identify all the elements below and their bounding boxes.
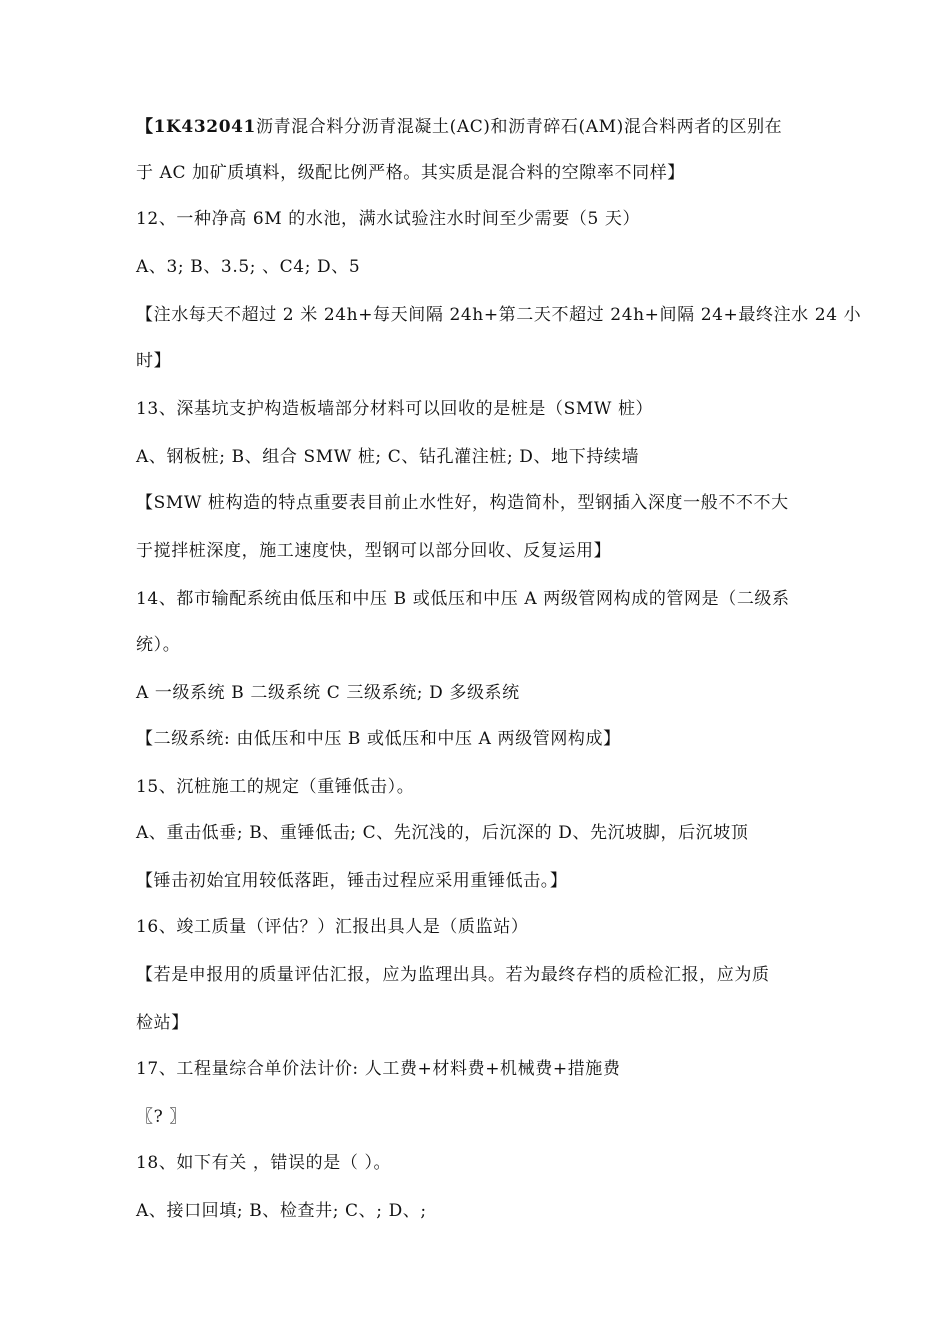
question-line: 12、一种净高 6M 的水池，满水试验注水时间至少需要（5 天） bbox=[136, 209, 641, 229]
explanation-line: 检站】 bbox=[136, 1013, 189, 1033]
code-prefix: 【1K432041 bbox=[136, 117, 256, 137]
text-line bbox=[136, 116, 846, 138]
question-line: 统）。 bbox=[136, 635, 181, 655]
question-line: 18、如下有关 ，错误的是（ ）。 bbox=[136, 1153, 392, 1173]
question-line: 13、深基坑支护构造板墙部分材料可以回收的是桩是（SMW 桩） bbox=[136, 399, 654, 419]
question-line: 14、都市输配系统由低压和中压 B 或低压和中压 A 两级管网构成的管网是（二级系 bbox=[136, 589, 790, 609]
options-line: A 一级系统 B 二级系统 C 三级系统; D 多级系统 bbox=[136, 683, 520, 703]
explanation-line: 于搅拌桩深度，施工速度快，型钢可以部分回收、反复运用】 bbox=[136, 541, 612, 561]
question-line: 16、竣工质量（评估？）汇报出具人是（质监站） bbox=[136, 917, 529, 937]
options-line: A、3; B、3.5; 、C4; D、5 bbox=[136, 257, 361, 277]
note-line: 〖? 〗 bbox=[136, 1107, 187, 1127]
question-line: 17、工程量综合单价法计价: 人工费+材料费+机械费+措施费 bbox=[136, 1059, 621, 1079]
line-text: 沥青混合料分沥青混凝土(AC)和沥青碎石(AM)混合料两者的区别在 bbox=[255, 117, 783, 137]
explanation-line: 【二级系统: 由低压和中压 B 或低压和中压 A 两级管网构成】 bbox=[136, 729, 621, 749]
options-line: A、钢板桩; B、组合 SMW 桩; C、钻孔灌注桩; D、地下持续墙 bbox=[136, 447, 640, 467]
explanation-line: 【若是申报用的质量评估汇报，应为监理出具。若为最终存档的质检汇报，应为质 bbox=[136, 965, 770, 985]
options-line: A、接口回填; B、检查井; C、; D、; bbox=[136, 1201, 427, 1221]
explanation-line: 时】 bbox=[136, 351, 172, 371]
explanation-line: 【锤击初始宜用较低落距，锤击过程应采用重锤低击。】 bbox=[136, 871, 568, 891]
options-line: A、重击低垂; B、重锤低击; C、先沉浅的，后沉深的 D、先沉坡脚，后沉坡顶 bbox=[136, 823, 749, 843]
text-line: 于 AC 加矿质填料，级配比例严格。其实质是混合料的空隙率不同样】 bbox=[136, 163, 685, 183]
question-line: 15、沉桩施工的规定（重锤低击）。 bbox=[136, 777, 415, 797]
explanation-line: 【SMW 桩构造的特点重要表目前止水性好，构造简朴，型钢插入深度一般不不不大 bbox=[136, 493, 789, 513]
explanation-line: 【注水每天不超过 2 米 24h+每天间隔 24h+第二天不超过 24h+间隔 24+最终注水 24 小 bbox=[136, 305, 862, 325]
